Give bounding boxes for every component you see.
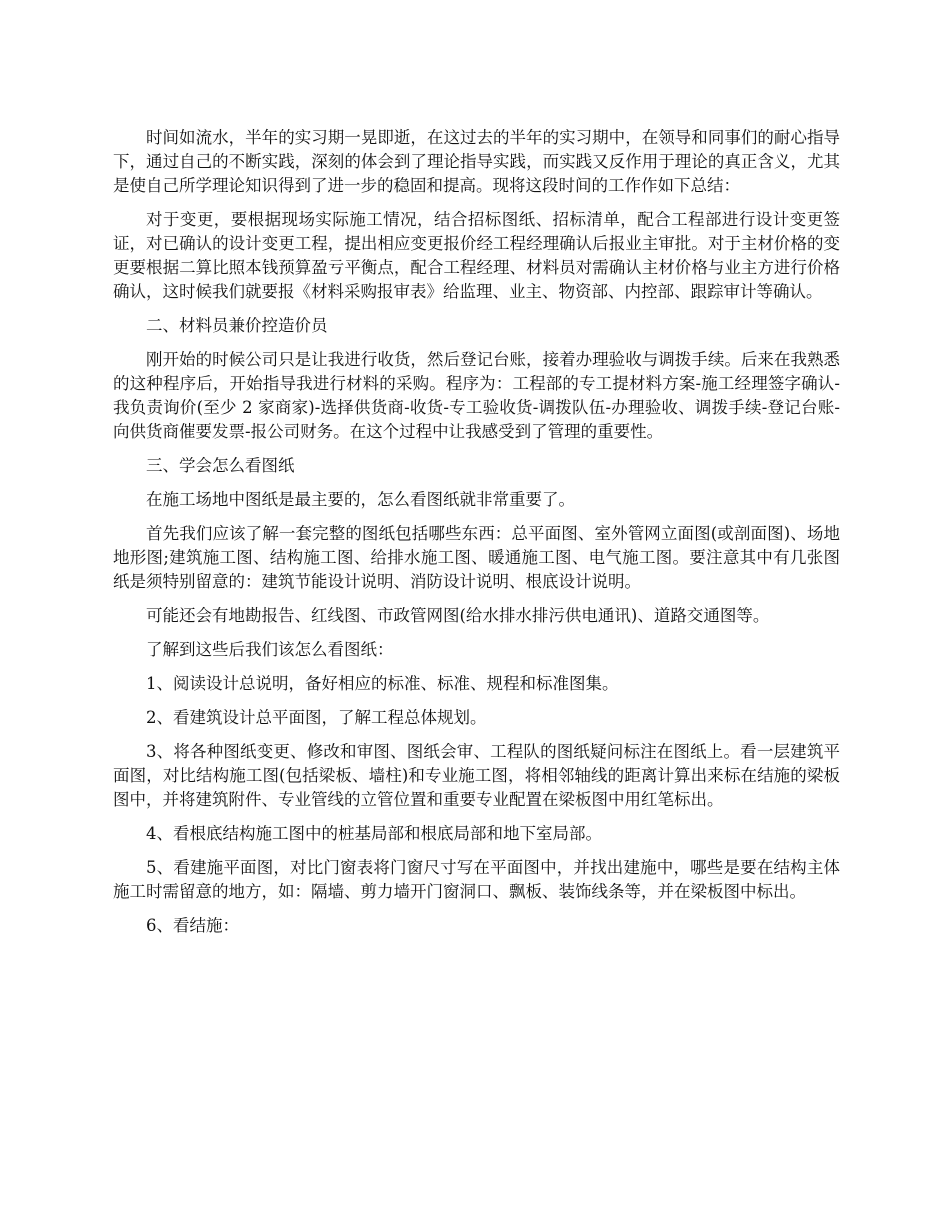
list-item-4: 4、看根底结构施工图中的桩基局部和根底局部和地下室局部。 [146,824,602,843]
how-to-read-paragraph: 了解到这些后我们该怎么看图纸： [146,640,394,659]
document-body [113,126,840,948]
drawing-set-paragraph: 首先我们应该了解一套完整的图纸包括哪些东西：总平面图、室外管网立面图(或剖面图)、场地地形图;建筑施工图、结构施工图、给排水施工图、暖通施工图、电气施工图。要注意其中有几张图纸是须特别留意的：建筑节能设计说明、消防设计说明、根底设计说明。 [113,524,840,591]
list-item-1: 1、阅读设计总说明，备好相应的标准、标准、规程和标准图集。 [146,674,619,693]
design-change-paragraph: 对于变更，要根据现场实际施工情况，结合招标图纸、招标清单，配合工程部进行设计变更签证，对已确认的设计变更工程，提出相应变更报价经工程经理确认后报业主审批。对于主材价格的变更要根据二算比照本钱预算盈亏平衡点，配合工程经理、材料员对需确认主材价格与业主方进行价格确认，这时候我们就要报《材料采购报审表》给监理、业主、物资部、内控部、跟踪审计等确认。 [113,210,840,301]
list-item-6: 6、看结施： [146,916,239,935]
other-documents-paragraph: 可能还会有地勘报告、红线图、市政管网图(给水排水排污供电通讯)、道路交通图等。 [146,606,770,625]
material-procedure-paragraph: 刚开始的时候公司只是让我进行收货，然后登记台账，接着办理验收与调拨手续。后来在我熟悉的这种程序后，开始指导我进行材料的采购。程序为：工程部的专工提材料方案-施工经理签字确认-我负责询价(至少 2 家商家)-选择供货商-收货-专工验收货-调拨队伍-办理验收、调拨手续-登记台账-向供货商催要发票-报公司财务。在这个过程中让我感受到了管理的重要性。 [113,350,840,441]
section-heading-material: 二、材料员兼价控造价员 [146,316,328,335]
intro-paragraph: 时间如流水，半年的实习期一晃即逝，在这过去的半年的实习期中，在领导和同事们的耐心指导下，通过自己的不断实践，深刻的体会到了理论指导实践，而实践又反作用于理论的真正含义，尤其是使自己所学理论知识得到了进一步的稳固和提高。现将这段时间的工作作如下总结： [113,128,840,195]
section-heading-drawings: 三、学会怎么看图纸 [146,456,295,475]
list-item-3: 3、将各种图纸变更、修改和审图、图纸会审、工程队的图纸疑问标注在图纸上。看一层建筑平面图，对比结构施工图(包括梁板、墙柱)和专业施工图，将相邻轴线的距离计算出来标在结施的梁板图中，并将建筑附件、专业管线的立管位置和重要专业配置在梁板图中用红笔标出。 [113,742,840,809]
list-item-5: 5、看建施平面图，对比门窗表将门窗尺寸写在平面图中，并找出建施中，哪些是要在结构主体施工时需留意的地方，如：隔墙、剪力墙开门窗洞口、飘板、装饰线条等，并在梁板图中标出。 [113,858,840,901]
list-item-2: 2、看建筑设计总平面图，了解工程总体规划。 [146,708,487,727]
drawings-importance-paragraph: 在施工场地中图纸是最主要的，怎么看图纸就非常重要了。 [146,490,575,509]
